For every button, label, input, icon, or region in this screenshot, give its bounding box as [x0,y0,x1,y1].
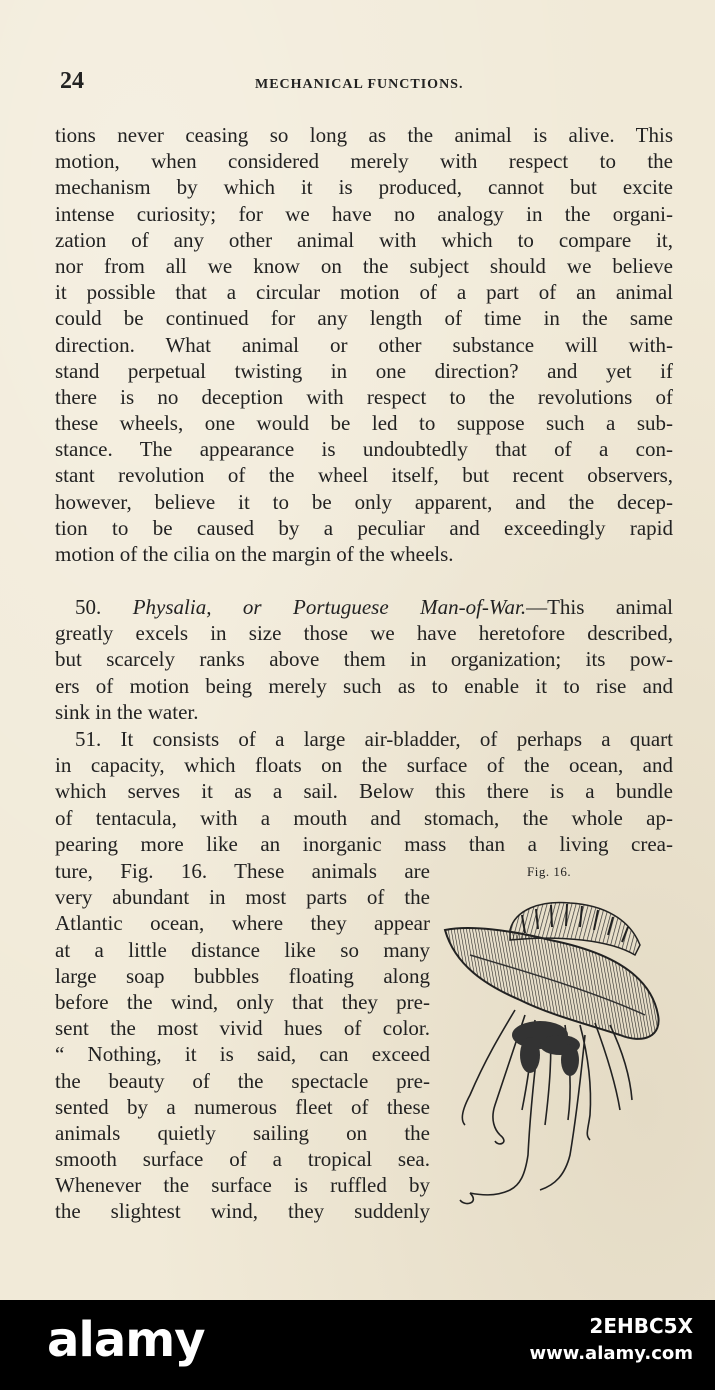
text-line: ers of motion being merely such as to enable it to rise and [55,673,673,698]
text-line: at a little distance like so many [55,937,430,962]
text-line: large soap bubbles floating along [55,963,430,988]
text-line: sink in the water. [55,699,199,724]
text-line: there is no deception with respect to the revolutions of [55,384,673,409]
text-line: animals quietly sailing on the [55,1120,430,1145]
text-line: sented by a numerous fleet of these [55,1094,430,1119]
text-line: very abundant in most parts of the [55,885,430,910]
text-line: smooth surface of a tropical sea. [55,1147,430,1172]
text-line: motion, when considered merely with respect to the [55,149,673,174]
page-number: 24 [60,68,84,94]
text-line: could be continued for any length of time in the same [55,306,673,331]
footer-url: www.alamy.com [529,1343,693,1364]
text-line: however, believe it to be only apparent, and the decep- [55,489,673,514]
text-line: the beauty of the spectacle pre- [55,1068,430,1093]
text-line: stance. The appearance is undoubtedly that of a con- [55,437,673,462]
text-line: ture, Fig. 16. These animals are [55,859,430,883]
text-line: it possible that a circular motion of a part of an animal [55,280,673,305]
alamy-logo: alamy [47,1312,205,1368]
section-50-first-line [55,594,673,620]
text-line: of tentacula, with a mouth and stomach, the whole ap- [55,805,673,830]
image-id: 2EHBC5X [589,1314,693,1338]
text-line: Whenever the surface is ruffled by [55,1173,430,1198]
text-line: motion of the cilia on the margin of the wheels. [55,542,454,566]
paragraph-continued [55,122,673,567]
text-line: tions never ceasing so long as the animal is alive. This [55,123,673,147]
text-line: “ Nothing, it is said, can exceed [55,1042,430,1067]
text-line: intense curiosity; for we have no analogy in the organi- [55,201,673,226]
text-line: stand perpetual twisting in one direction? and yet if [55,358,673,383]
section-51 [55,726,673,857]
section-number: 50. [75,595,102,619]
text-line: which serves it as a sail. Below this there is a bundle [55,779,673,804]
text-column-beside-figure [55,858,430,1225]
text-line: pearing more like an inorganic mass than a living crea- [55,831,673,856]
text-line: but scarcely ranks above them in organization; its pow- [55,647,673,672]
section-heading: Physalia, or Portuguese Man-of-War. [132,595,527,619]
text-line: before the wind, only that they pre- [55,989,430,1014]
text-fragment: —This animal [526,595,674,619]
text-line: in capacity, which floats on the surface of the ocean, and [55,753,673,778]
text-line: these wheels, one would be led to suppose such a sub- [55,411,673,436]
running-title: MECHANICAL FUNCTIONS. [255,77,464,92]
text-line: mechanism by which it is produced, cannot but excite [55,175,673,200]
text-line: sent the most vivid hues of color. [55,1016,430,1041]
text-line: nor from all we know on the subject should we believe [55,253,673,278]
text-line: the slightest wind, they suddenly [55,1199,430,1224]
text-line: stant revolution of the wheel itself, but recent observers, [55,463,673,488]
text-line: Atlantic ocean, where they appear [55,911,430,936]
text-line: greatly excels in size those we have heretofore described, [55,621,673,646]
portuguese-man-of-war-icon [440,885,670,1220]
text-line: direction. What animal or other substance will with- [55,332,673,357]
text-line: tion to be caused by a peculiar and exceedingly rapid [55,515,673,540]
text-line: zation of any other animal with which to compare it, [55,227,673,252]
figure-caption: Fig. 16. [527,864,572,879]
section-50 [55,594,673,725]
text-line: 51. It consists of a large air-bladder, of perhaps a quart [75,727,673,751]
